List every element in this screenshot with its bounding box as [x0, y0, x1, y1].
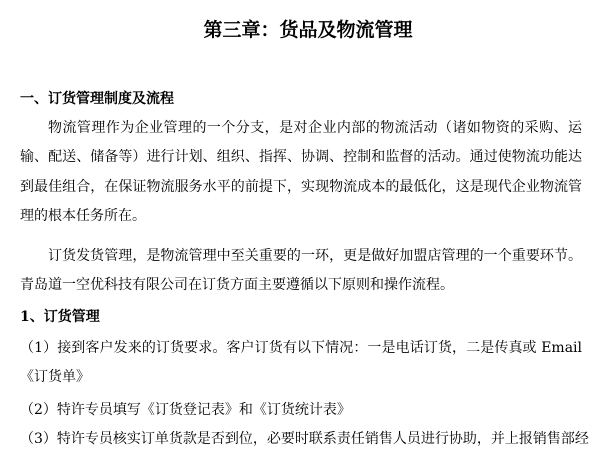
list-item: （2）特许专员填写《订货登记表》和《订货统计表》 [20, 402, 351, 418]
body-paragraph: 订货发货管理，是物流管理中至关重要的一环，更是做好加盟店管理的一个重要环节。青岛道一空优科技有限公司在订货方面主要遵循以下原则和操作流程。 [20, 248, 582, 294]
section-heading: 一、订货管理制度及流程 [20, 91, 174, 107]
chapter-title: 第三章：货品及物流管理 [203, 19, 413, 41]
list-item: （1）接到客户发来的订货要求。客户订货有以下情况：一是电话订货，二是传真或 Email《订货单》 [20, 340, 582, 386]
body-paragraph: 物流管理作为企业管理的一个分支，是对企业内部的物流活动（诸如物资的采购、运输、配送、储备等）进行计划、组织、指挥、协调、控制和监督的活动。通过使物流功能达到最佳组合，在保证物流服务水平的前提下，实现物流成本的最低化，这是现代企业物流管理的根本任务所在。 [20, 120, 582, 224]
list-item: （3）特许专员核实订单货款是否到位，必要时联系责任销售人员进行协助，并上报销售部经 [20, 431, 589, 447]
subsection-heading: 1、订货管理 [20, 309, 100, 325]
